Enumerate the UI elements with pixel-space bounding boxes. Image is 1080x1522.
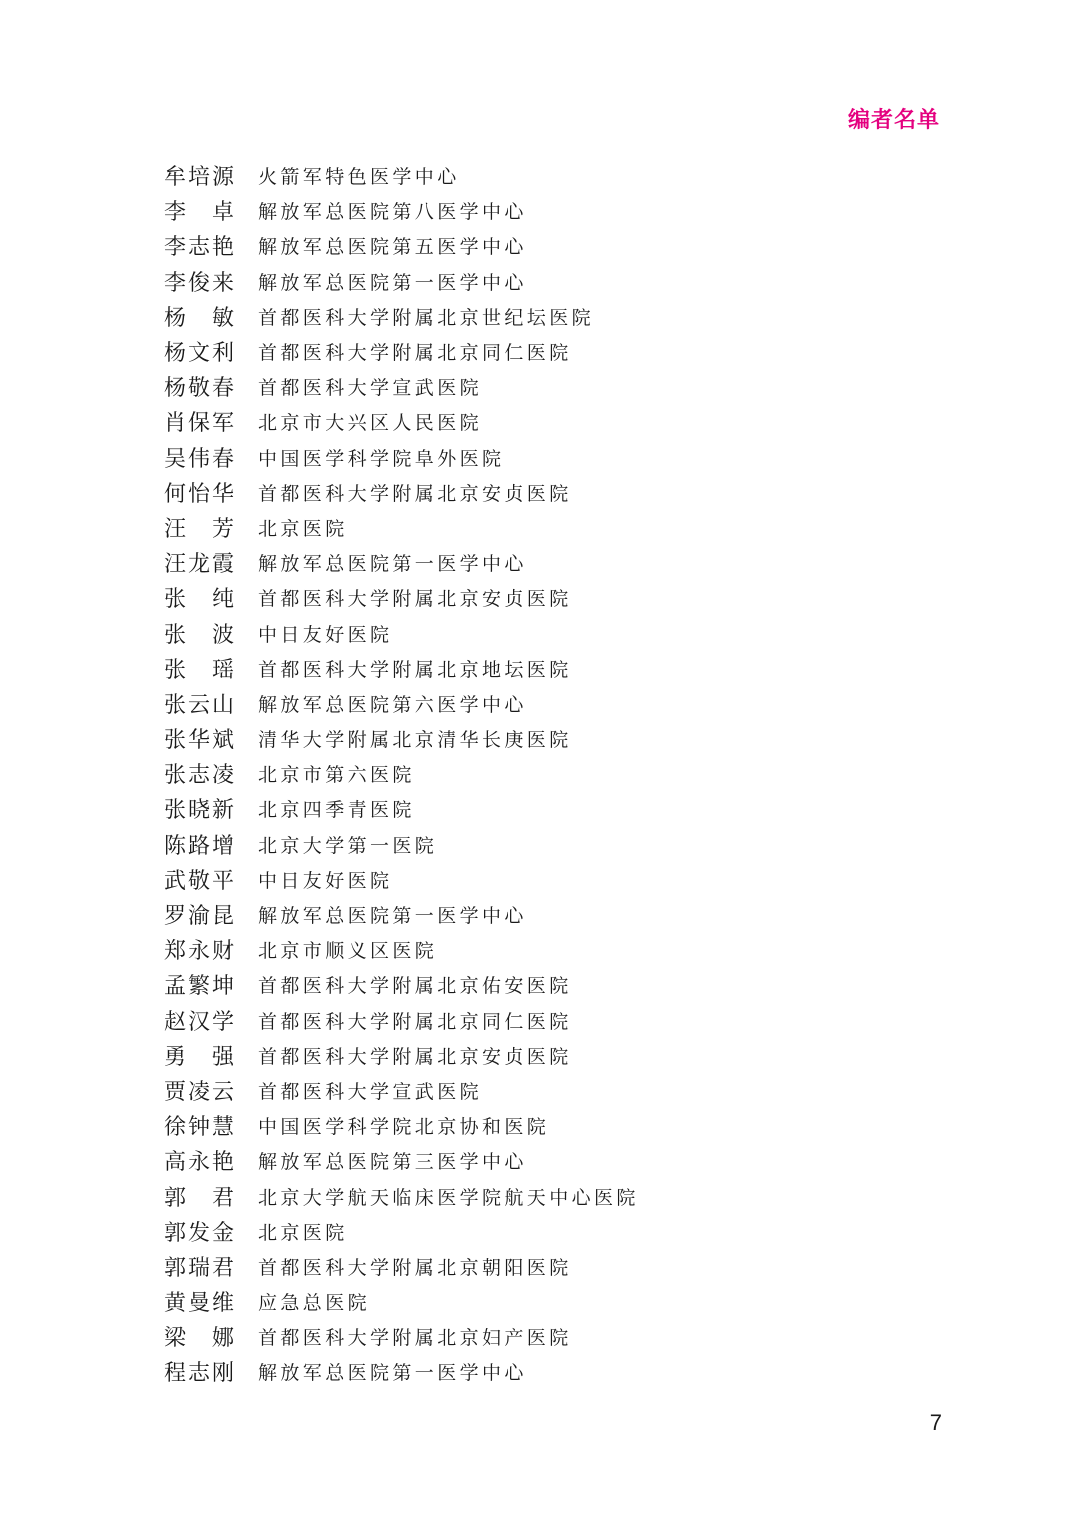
editor-name: 陈路增	[164, 833, 234, 859]
editor-row	[164, 1038, 964, 1073]
editor-affiliation: 北京市第六医院	[258, 764, 415, 787]
editor-affiliation: 首都医科大学附属北京同仁医院	[258, 342, 572, 365]
editor-affiliation: 首都医科大学附属北京安贞医院	[258, 588, 572, 611]
editor-row	[164, 1284, 964, 1319]
editor-name: 杨敬春	[164, 376, 234, 402]
editor-affiliation: 北京四季青医院	[258, 799, 415, 822]
editor-affiliation: 解放军总医院第一医学中心	[258, 271, 527, 294]
editor-affiliation: 火箭军特色医学中心	[258, 166, 460, 189]
editor-name: 何怡华	[164, 481, 234, 507]
editor-affiliation: 解放军总医院第一医学中心	[258, 905, 527, 928]
editor-affiliation: 北京市顺义区医院	[258, 940, 438, 963]
editor-affiliation: 应急总医院	[258, 1292, 371, 1315]
editor-name: 李卓	[164, 200, 234, 226]
editor-row	[164, 1178, 964, 1213]
editor-row	[164, 1073, 964, 1108]
editor-row	[164, 1249, 964, 1284]
editor-row	[164, 1214, 964, 1249]
editor-name: 吴伟春	[164, 446, 234, 472]
editor-row	[164, 475, 964, 510]
editor-row	[164, 545, 964, 580]
editor-affiliation: 清华大学附属北京清华长庚医院	[258, 729, 572, 752]
editor-name: 罗渝昆	[164, 904, 234, 930]
editor-row	[164, 756, 964, 791]
editor-affiliation: 首都医科大学附属北京安贞医院	[258, 482, 572, 505]
editor-name: 张纯	[164, 587, 234, 613]
editor-row	[164, 1108, 964, 1143]
editor-affiliation: 中日友好医院	[258, 623, 393, 646]
editor-name: 郭发金	[164, 1220, 234, 1246]
editor-name: 高永艳	[164, 1150, 234, 1176]
editor-name: 徐钟慧	[164, 1115, 234, 1141]
editor-affiliation: 中国医学科学院阜外医院	[258, 447, 505, 470]
editor-row	[164, 791, 964, 826]
editor-row	[164, 897, 964, 932]
editor-affiliation: 首都医科大学宣武医院	[258, 1080, 483, 1103]
editor-row	[164, 1354, 964, 1389]
editor-affiliation: 首都医科大学宣武医院	[258, 377, 483, 400]
editor-row	[164, 1143, 964, 1178]
editor-affiliation: 解放军总医院第六医学中心	[258, 693, 527, 716]
editor-name: 张华斌	[164, 728, 234, 754]
editor-row	[164, 686, 964, 721]
editor-row	[164, 158, 964, 193]
editor-affiliation: 解放军总医院第八医学中心	[258, 201, 527, 224]
editor-affiliation: 北京医院	[258, 1221, 348, 1244]
editor-row	[164, 440, 964, 475]
editor-affiliation: 中国医学科学院北京协和医院	[258, 1116, 550, 1139]
editor-row	[164, 651, 964, 686]
editor-affiliation: 首都医科大学附属北京妇产医院	[258, 1327, 572, 1350]
editor-affiliation: 解放军总医院第一医学中心	[258, 1362, 527, 1385]
editor-row	[164, 721, 964, 756]
editor-affiliation: 首都医科大学附属北京佑安医院	[258, 975, 572, 998]
editor-row	[164, 1319, 964, 1354]
editor-affiliation: 首都医科大学附属北京安贞医院	[258, 1045, 572, 1068]
editor-affiliation: 解放军总医院第三医学中心	[258, 1151, 527, 1174]
editor-affiliation: 北京大学第一医院	[258, 834, 438, 857]
editor-row	[164, 369, 964, 404]
editor-affiliation: 首都医科大学附属北京世纪坛医院	[258, 306, 595, 329]
editor-name: 张云山	[164, 692, 234, 718]
editor-name: 汪龙霞	[164, 552, 234, 578]
editor-affiliation: 解放军总医院第五医学中心	[258, 236, 527, 259]
editor-affiliation: 北京大学航天临床医学院航天中心医院	[258, 1186, 639, 1209]
editor-name: 张志凌	[164, 763, 234, 789]
editor-name: 张波	[164, 622, 234, 648]
editor-name: 梁娜	[164, 1326, 234, 1352]
editor-affiliation: 中日友好医院	[258, 869, 393, 892]
editor-row	[164, 299, 964, 334]
editor-name: 贾凌云	[164, 1079, 234, 1105]
editor-name: 牟培源	[164, 165, 234, 191]
editor-row	[164, 932, 964, 967]
editor-row	[164, 404, 964, 439]
page-number: 7	[929, 1410, 942, 1435]
editor-name: 孟繁坤	[164, 974, 234, 1000]
editor-name: 张瑶	[164, 657, 234, 683]
editor-row	[164, 862, 964, 897]
editor-affiliation: 首都医科大学附属北京同仁医院	[258, 1010, 572, 1033]
editor-row	[164, 580, 964, 615]
editor-name: 李志艳	[164, 235, 234, 261]
editor-name: 勇强	[164, 1044, 234, 1070]
editor-name: 杨文利	[164, 341, 234, 367]
editor-affiliation: 北京市大兴区人民医院	[258, 412, 483, 435]
editor-row	[164, 264, 964, 299]
editor-row	[164, 228, 964, 263]
editor-name: 张晓新	[164, 798, 234, 824]
editor-name: 武敬平	[164, 868, 234, 894]
editor-affiliation: 首都医科大学附属北京朝阳医院	[258, 1256, 572, 1279]
editor-name: 赵汉学	[164, 1009, 234, 1035]
editor-row	[164, 193, 964, 228]
editor-list	[164, 158, 964, 1390]
editor-affiliation: 首都医科大学附属北京地坛医院	[258, 658, 572, 681]
editor-name: 李俊来	[164, 270, 234, 296]
editor-name: 程志刚	[164, 1361, 234, 1387]
editor-name: 郑永财	[164, 939, 234, 965]
editor-name: 郭瑞君	[164, 1255, 234, 1281]
editor-name: 黄曼维	[164, 1291, 234, 1317]
editor-name: 汪芳	[164, 516, 234, 542]
editor-row	[164, 1003, 964, 1038]
editor-name: 郭君	[164, 1185, 234, 1211]
editor-name: 肖保军	[164, 411, 234, 437]
editor-row	[164, 967, 964, 1002]
editor-name: 杨敏	[164, 305, 234, 331]
editor-row	[164, 510, 964, 545]
editor-row	[164, 334, 964, 369]
editor-row	[164, 615, 964, 650]
editor-row	[164, 827, 964, 862]
editor-affiliation: 北京医院	[258, 517, 348, 540]
editor-affiliation: 解放军总医院第一医学中心	[258, 553, 527, 576]
section-title: 编者名单	[847, 108, 940, 133]
